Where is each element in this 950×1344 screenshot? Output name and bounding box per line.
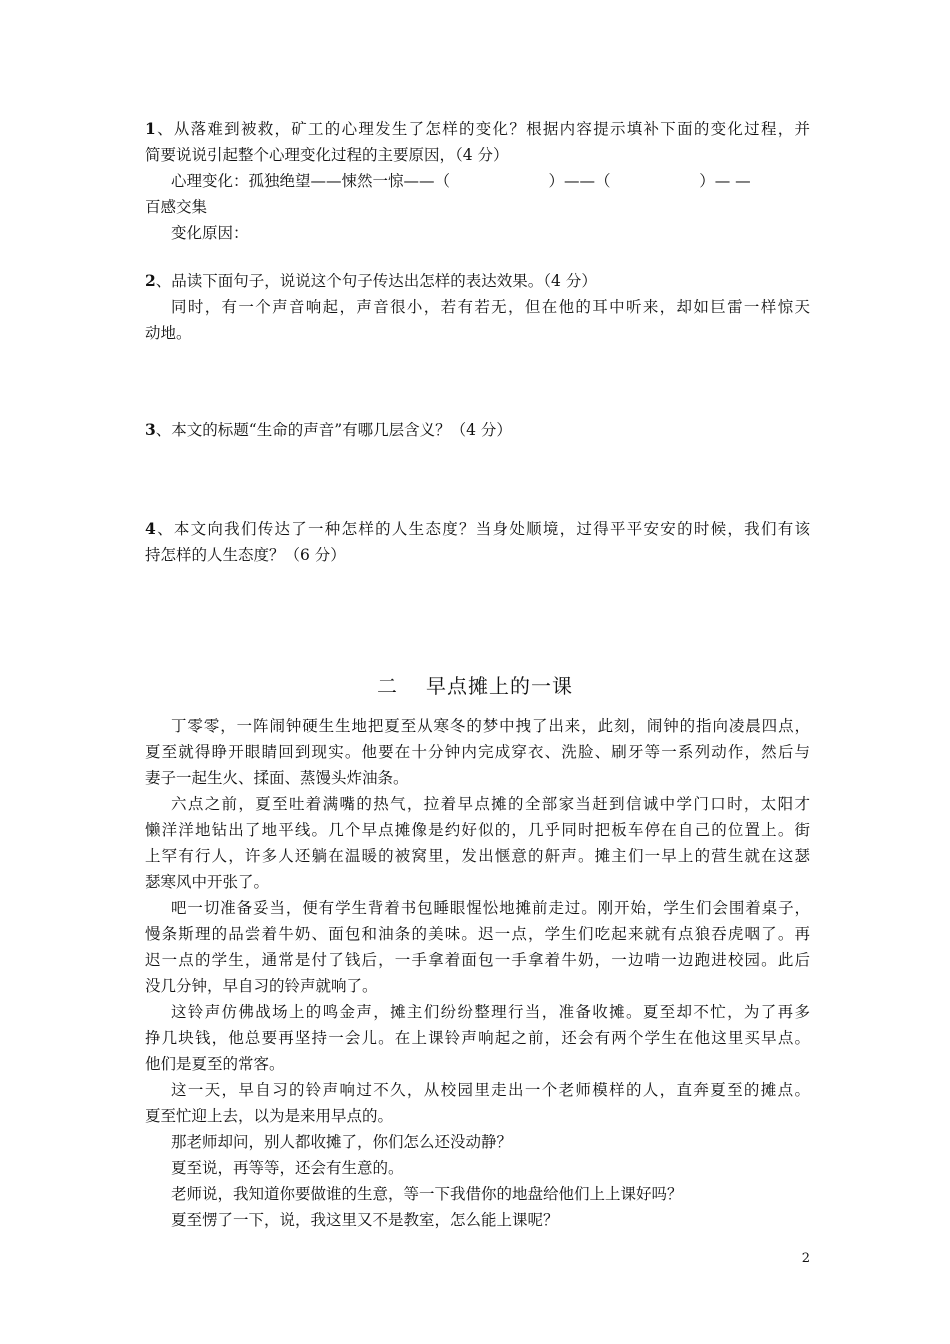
story-line: 夏至愣了一下，说，我这里又不是教室，怎么能上课呢？ — [171, 1211, 559, 1229]
q2-number: 2 — [145, 271, 156, 290]
story-line: 六点之前，夏至吐着满嘴的热气，拉着早点摊的全部家当赶到信诚中学门口时，太阳才 — [171, 795, 810, 813]
story-line: 夏至就得睁开眼睛回到现实。他要在十分钟内完成穿衣、洗脸、刷牙等一系列动作，然后与 — [145, 743, 810, 761]
q1-reason-label: 变化原因： — [171, 224, 249, 242]
section-title — [0, 671, 950, 701]
q3-prompt-line — [145, 417, 810, 443]
story-line: 丁零零，一阵闹钟硬生生地把夏至从寒冬的梦中拽了出来，此刻，闹钟的指向凌晨四点， — [171, 717, 810, 735]
q1-text-1: 、从落难到被救，矿工的心理发生了怎样的变化？根据内容提示填补下面的变化过程，并 — [155, 120, 810, 138]
story-line: 夏至忙迎上去，以为是来用早点的。 — [145, 1107, 394, 1125]
story-line: 迟一点的学生，通常是付了钱后，一手拿着面包一手拿着牛奶，一边啃一边跑进校园。此后 — [145, 951, 810, 969]
q4-text-1: 、本文向我们传达了一种怎样的人生态度？当身处顺境，过得平平安安的时候，我们有该 — [155, 520, 810, 538]
story-line: 懒洋洋地钻出了地平线。几个早点摊像是约好似的，几乎同时把板车停在自己的位置上。街 — [145, 821, 810, 839]
story-line: 他们是夏至的常客。 — [145, 1055, 285, 1073]
section-number: 二 — [377, 674, 398, 698]
q4-number: 4 — [145, 519, 156, 538]
q2-quote-line-1: 同时，有一个声音响起，声音很小，若有若无，但在他的耳中听来，却如巨雷一样惊天 — [171, 298, 810, 316]
story-line: 瑟寒风中开张了。 — [145, 873, 270, 891]
q2-quote-line-2: 动地。 — [145, 324, 192, 342]
story-line: 妻子一起生火、揉面、蒸馒头炸油条。 — [145, 769, 409, 787]
q3-number: 3 — [145, 420, 156, 439]
story-line: 这铃声仿佛战场上的鸣金声，摊主们纷纷整理行当，准备收摊。夏至却不忙，为了再多 — [171, 1003, 810, 1021]
story-line: 夏至说，再等等，还会有生意的。 — [171, 1159, 404, 1177]
q1-process-end: 百感交集 — [145, 198, 208, 216]
story-line: 挣几块钱，他总要再坚持一会儿。在上课铃声响起之前，还会有两个学生在他这里买早点。 — [145, 1029, 810, 1047]
q4-line-2: 持怎样的人生态度？（6 分） — [145, 546, 346, 564]
q2-prompt-line — [145, 268, 810, 294]
q1-line-2: 简要说说引起整个心理变化过程的主要原因，（4 分） — [145, 146, 509, 164]
q2-text: 、品读下面句子，说说这个句子传达出怎样的表达效果。（4 分） — [155, 272, 597, 290]
story-line: 吧一切准备妥当，便有学生背着书包睡眼惺忪地摊前走过。刚开始，学生们会围着桌子， — [171, 899, 810, 917]
story-line: 上罕有行人，许多人还躺在温暖的被窝里，发出惬意的鼾声。摊主们一早上的营生就在这瑟 — [145, 847, 810, 865]
q1-number: 1 — [145, 119, 156, 138]
story-line: 老师说，我知道你要做谁的生意，等一下我借你的地盘给他们上上课好吗？ — [171, 1185, 683, 1203]
story-line: 慢条斯理的品尝着牛奶、面包和油条的美味。迟一点，学生们吃起来就有点狼吞虎咽了。再 — [145, 925, 810, 943]
story-line: 那老师却问，别人都收摊了，你们怎么还没动静？ — [171, 1133, 513, 1151]
q1-process-line: 心理变化：孤独绝望——悚然一惊——（ ）——（ ）— — — [171, 172, 751, 190]
section-title-text: 早点摊上的一课 — [426, 674, 573, 698]
story-line: 这一天，早自习的铃声响过不久，从校园里走出一个老师模样的人，直奔夏至的摊点。 — [171, 1081, 810, 1099]
q4-line-1 — [145, 516, 810, 542]
story-line: 没几分钟，早自习的铃声就响了。 — [145, 977, 378, 995]
page-number: 2 — [801, 1251, 810, 1266]
q3-text: 、本文的标题“生命的声音”有哪几层含义？（4 分） — [155, 421, 512, 439]
q1-line-1 — [145, 116, 810, 142]
